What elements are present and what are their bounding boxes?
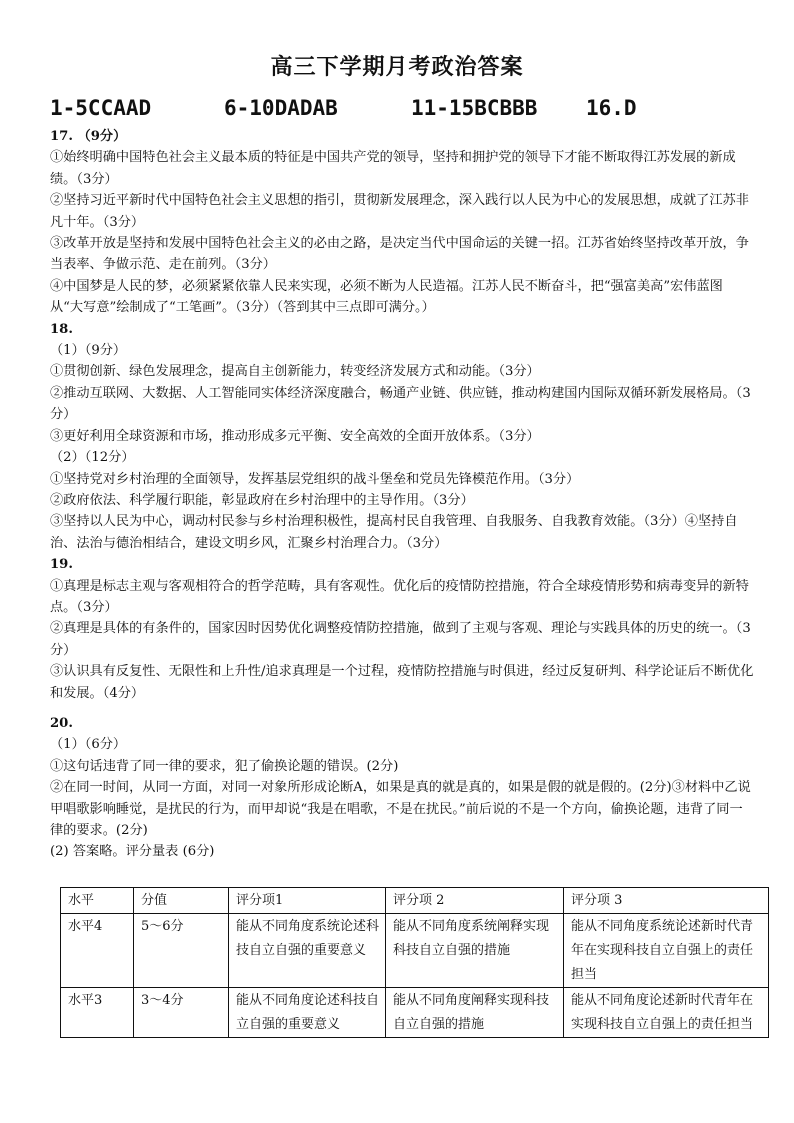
spacer xyxy=(50,704,755,713)
question-20-heading: 20. xyxy=(50,715,73,731)
rubric-cell-item-3: 能从不同角度论述新时代青年在实现科技自立自强上的责任担当 xyxy=(564,988,769,1038)
q18-part1-label: （1）（9分） xyxy=(50,343,127,359)
q18-part2-item-1: ①坚持党对乡村治理的全面领导，发挥基层党组织的战斗堡垒和党员先锋模范作用。（3分） xyxy=(50,471,580,487)
choice-answer-11-15: 11-15BCBBB xyxy=(411,96,538,120)
answer-content xyxy=(50,126,755,863)
rubric-cell-score: 5～6分 xyxy=(134,914,229,988)
question-19-heading: 19. xyxy=(50,557,73,573)
q18-part1-item-3: ③更好利用全球资源和市场，推动形成多元平衡、安全高效的全面开放体系。（3分） xyxy=(50,428,540,444)
q18-part1-item-2: ②推动互联网、大数据、人工智能同实体经济深度融合，畅通产业链、供应链，推动构建国内国际双循环新发展格局。（3分） xyxy=(50,385,751,423)
q17-item-1: ①始终明确中国特色社会主义最本质的特征是中国共产党的领导，坚持和拥护党的领导下才能不断取得江苏发展的新成绩。（3分） xyxy=(50,150,736,187)
q19-item-2: ②真理是具体的有条件的，国家因时因势优化调整疫情防控措施，做到了主观与客观、理论与实践具体的历史的统一。（3分） xyxy=(50,621,751,658)
q18-part1-item-1: ①贯彻创新、绿色发展理念，提高自主创新能力，转变经济发展方式和动能。（3分） xyxy=(50,364,540,380)
q20-part2-label: (2) 答案略。评分量表 (6分) xyxy=(50,844,215,860)
rubric-cell-item-2: 能从不同角度阐释实现科技自立自强的措施 xyxy=(386,988,564,1038)
rubric-cell-level: 水平3 xyxy=(61,988,134,1038)
choice-answer-1-5: 1-5CCAAD xyxy=(50,96,152,120)
choice-answers xyxy=(50,96,770,126)
rubric-header-item-2: 评分项 2 xyxy=(386,888,564,914)
rubric-cell-item-3: 能从不同角度系统论述新时代青年在实现科技自立自强上的责任担当 xyxy=(564,914,769,988)
q18-part2-item-2: ②政府依法、科学履行职能，彰显政府在乡村治理中的主导作用。（3分） xyxy=(50,492,474,508)
q18-part2-item-3: ③坚持以人民为中心，调动村民参与乡村治理积极性，提高村民自我管理、自我服务、自我教育效能。（3分）④坚持自治、法治与德治相结合，建设文明乡风，汇聚乡村治理合力。（3分） xyxy=(50,514,738,551)
rubric-cell-item-1: 能从不同角度系统论述科技自立自强的重要意义 xyxy=(229,914,386,988)
q20-part1-item-1: ①这句话违背了同一律的要求，犯了偷换论题的错误。(2分) xyxy=(50,758,399,774)
rubric-row xyxy=(61,914,769,988)
q19-item-1: ①真理是标志主观与客观相符合的哲学范畴，具有客观性。优化后的疫情防控措施，符合全球疫情形势和病毒变异的新特点。（3分） xyxy=(50,578,749,615)
rubric-cell-item-1: 能从不同角度论述科技自立自强的重要意义 xyxy=(229,988,386,1038)
q17-item-4: ④中国梦是人民的梦，必须紧紧依靠人民来实现，必须不断为人民造福。江苏人民不断奋斗，把“强富美高”宏伟蓝图从“大写意”绘制成了“工笔画”。（3分）（答到其中三点即可满分。） xyxy=(50,278,723,316)
q20-part1-label: （1）（6分） xyxy=(50,737,127,753)
question-17-heading: 17. （9分） xyxy=(50,129,127,144)
q17-item-3: ③改革开放是坚持和发展中国特色社会主义的必由之路，是决定当代中国命运的关键一招。江苏省始终坚持改革开放，争当表率、争做示范、走在前列。（3分） xyxy=(50,236,749,273)
rubric-header-item-1: 评分项1 xyxy=(229,888,386,914)
q19-item-3: ③认识具有反复性、无限性和上升性/追求真理是一个过程，疫情防控措施与时俱进，经过反复研判、科学论证后不断优化和发展。（4分） xyxy=(50,664,754,701)
question-18-heading: 18. xyxy=(50,321,73,337)
rubric-header-item-3: 评分项 3 xyxy=(564,888,769,914)
rubric-header-row xyxy=(61,888,769,914)
q20-part1-item-2: ②在同一时间，从同一方面，对同一对象所形成论断A，如果是真的就是真的，如果是假的就是假的。(2分)③材料中乙说甲唱歌影响睡觉，是扰民的行为，而甲却说“我是在唱歌，不是在扰民。”前后说的不是一个方向，偷换论题，违背了同一律的要求。(2分) xyxy=(50,780,751,838)
rubric-header-score: 分值 xyxy=(134,888,229,914)
rubric-header-level: 水平 xyxy=(61,888,134,914)
q18-part2-label: （2）（12分） xyxy=(50,450,135,466)
rubric-table xyxy=(60,887,769,1038)
rubric-cell-level: 水平4 xyxy=(61,914,134,988)
rubric-cell-score: 3～4分 xyxy=(134,988,229,1038)
page-title: 高三下学期月考政治答案 xyxy=(270,54,524,80)
rubric-cell-item-2: 能从不同角度系统阐释实现科技自立自强的措施 xyxy=(386,914,564,988)
choice-answer-16: 16.D xyxy=(586,96,637,120)
rubric-row xyxy=(61,988,769,1038)
q17-item-2: ②坚持习近平新时代中国特色社会主义思想的指引，贯彻新发展理念，深入践行以人民为中心的发展思想，成就了江苏非凡十年。（3分） xyxy=(50,193,749,230)
choice-answer-6-10: 6-10DADAB xyxy=(224,96,338,120)
